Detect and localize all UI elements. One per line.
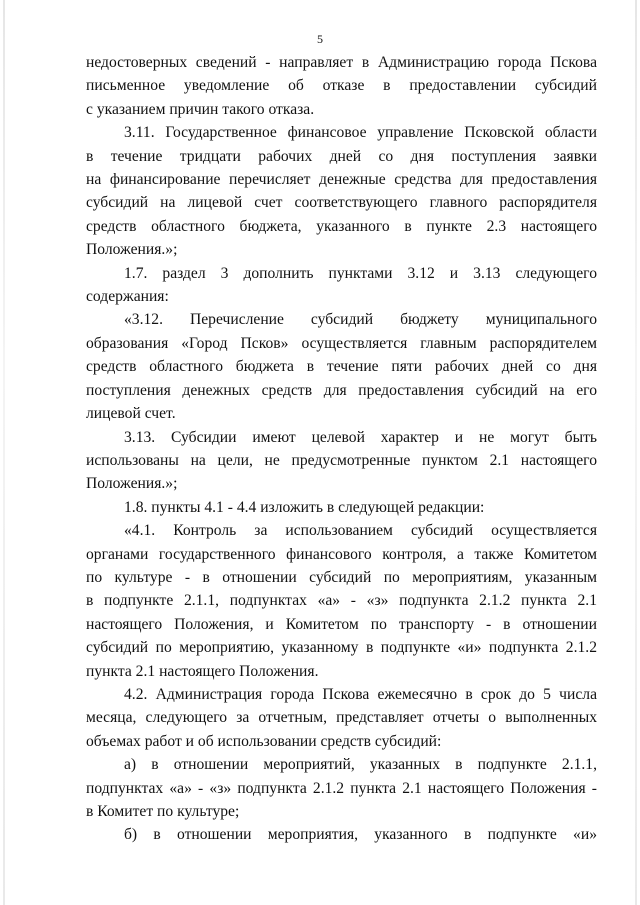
text-line: субсидий по мероприятию, указанному в подпункте «и» подпункта 2.1.2 bbox=[86, 639, 597, 657]
text-line: с указанием причин такого отказа. bbox=[86, 100, 315, 118]
text-line: 3.13. Субсидии имеют целевой характер и не могут быть bbox=[124, 428, 597, 446]
scan-edge-left bbox=[3, 0, 5, 905]
text-line: лицевой счет. bbox=[86, 405, 176, 423]
text-line: использованы на цели, не предусмотренные пунктом 2.1 настоящего bbox=[86, 451, 597, 469]
text-line: средств областного бюджета в течение пяти рабочих дней со дня bbox=[86, 358, 597, 376]
text-line: месяца, следующего за отчетным, представляет отчеты о выполненных bbox=[86, 709, 597, 727]
text-line: «4.1. Контроль за использованием субсидий осуществляется bbox=[124, 522, 597, 540]
text-line: 3.11. Государственное финансовое управление Псковской области bbox=[124, 124, 597, 142]
paragraph bbox=[86, 823, 597, 846]
paragraph bbox=[86, 308, 597, 425]
text-line: в Комитет по культуре; bbox=[86, 803, 240, 820]
text-line: образования «Город Псков» осуществляется главным распорядителем bbox=[86, 334, 597, 352]
paragraph bbox=[86, 51, 597, 121]
document-body bbox=[86, 51, 597, 847]
text-line: содержания: bbox=[86, 288, 169, 306]
text-line: письменное уведомление об отказе в предоставлении субсидий bbox=[86, 77, 597, 95]
paragraph bbox=[86, 496, 597, 519]
text-line: органами государственного финансового контроля, а также Комитетом bbox=[86, 545, 597, 563]
text-line: а) в отношении мероприятий, указанных в подпункте 2.1.1, bbox=[124, 756, 597, 774]
page-number: 5 bbox=[317, 32, 323, 46]
paragraph bbox=[86, 121, 597, 261]
text-line: 1.7. раздел 3 дополнить пунктами 3.12 и 3.13 следующего bbox=[124, 264, 597, 282]
text-line: «3.12. Перечисление субсидий бюджету муниципального bbox=[124, 311, 597, 329]
text-line: по культуре - в отношении субсидий по мероприятиям, указанным bbox=[86, 568, 597, 586]
text-line: в течение тридцати рабочих дней со дня поступления заявки bbox=[86, 147, 597, 165]
text-line: подпунктах «а» - «з» подпункта 2.1.2 пункта 2.1 настоящего Положения - bbox=[86, 779, 597, 797]
scan-edge-right bbox=[635, 0, 637, 905]
text-line: недостоверных сведений - направляет в Администрацию города Пскова bbox=[86, 54, 597, 71]
text-line: 4.2. Администрация города Пскова ежемесячно в срок до 5 числа bbox=[124, 685, 597, 703]
text-line: Положения.»; bbox=[86, 241, 178, 259]
text-line: объемах работ и об использовании средств субсидий: bbox=[86, 732, 442, 750]
text-line: в подпункте 2.1.1, подпунктах «а» - «з» подпункта 2.1.2 пункта 2.1 bbox=[86, 592, 597, 610]
paragraph bbox=[86, 262, 597, 309]
text-line: пункта 2.1 настоящего Положения. bbox=[86, 662, 319, 680]
text-line: настоящего Положения, и Комитетом по транспорту - в отношении bbox=[86, 615, 597, 633]
paragraph bbox=[86, 683, 597, 753]
text-line: субсидий на лицевой счет соответствующего главного распорядителя bbox=[86, 194, 597, 212]
text-line: на финансирование перечисляет денежные средства для предоставления bbox=[86, 171, 597, 189]
paragraph bbox=[86, 753, 597, 823]
text-line: б) в отношении мероприятия, указанного в подпункте «и» bbox=[124, 826, 597, 844]
text-line: поступления денежных средств для предоставления субсидий на его bbox=[86, 381, 597, 399]
text-line: 1.8. пункты 4.1 - 4.4 изложить в следующей редакции: bbox=[124, 498, 485, 516]
text-line: Положения.»; bbox=[86, 475, 178, 493]
paragraph bbox=[86, 426, 597, 496]
paragraph bbox=[86, 519, 597, 683]
text-line: средств областного бюджета, указанного в пункте 2.3 настоящего bbox=[86, 217, 597, 235]
